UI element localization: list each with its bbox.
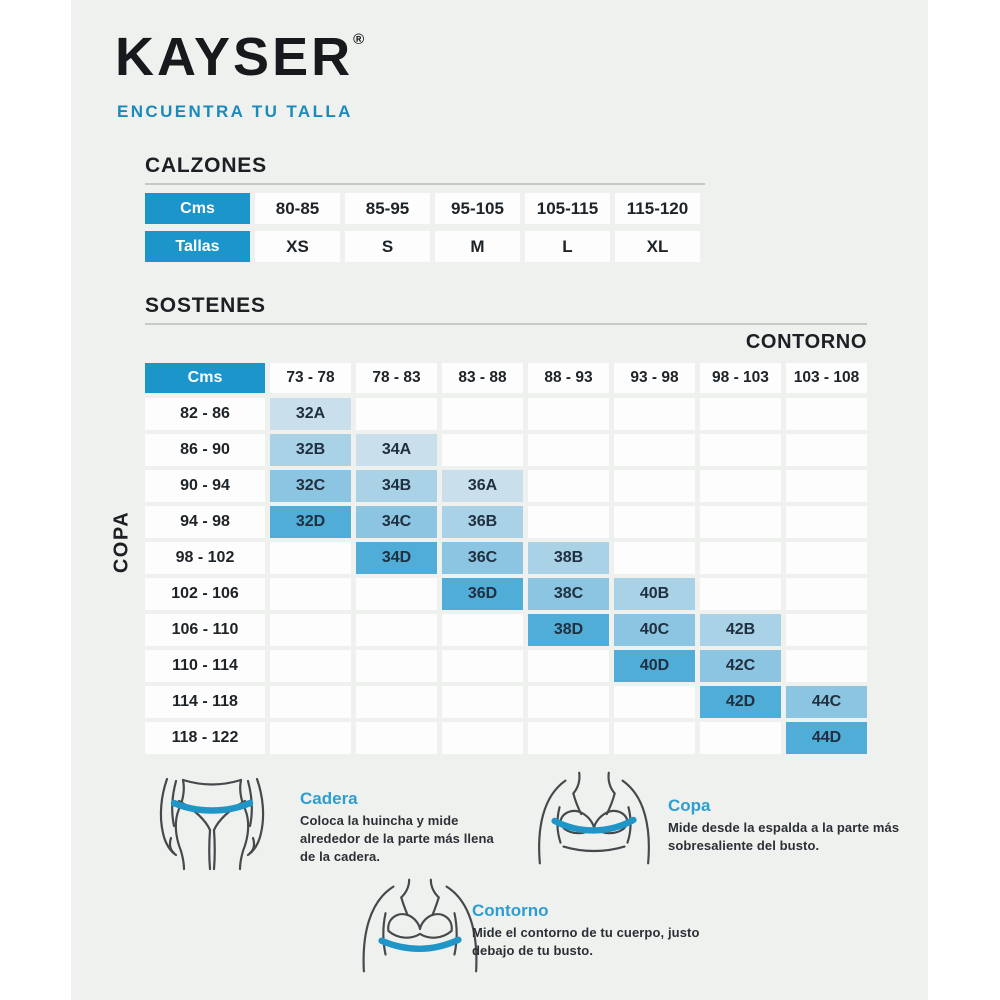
empty-cell [786, 614, 867, 646]
empty-cell [442, 434, 523, 466]
empty-cell [442, 686, 523, 718]
sostenes-row [145, 722, 867, 754]
sostenes-section [145, 295, 867, 754]
calzones-tallas-header: Tallas [145, 231, 250, 262]
cadera-title: Cadera [300, 789, 358, 808]
bra-size-cell: 42C [700, 650, 781, 682]
calzones-cms-header: Cms [145, 193, 250, 224]
empty-cell [356, 722, 437, 754]
bra-size-cell: 34A [356, 434, 437, 466]
empty-cell [356, 650, 437, 682]
sostenes-cms-header: Cms [145, 363, 265, 393]
bra-size-cell: 36D [442, 578, 523, 610]
copa-illustration [530, 770, 658, 867]
calzones-cms-value: 105-115 [525, 193, 610, 224]
calzones-divider [145, 183, 705, 185]
cadera-guide [300, 789, 512, 867]
calzones-talla-value: L [525, 231, 610, 262]
contorno-range: 88 - 93 [528, 363, 609, 393]
empty-cell [442, 614, 523, 646]
calzones-talla-value: XL [615, 231, 700, 262]
contorno-ranges [270, 363, 867, 393]
empty-cell [442, 398, 523, 430]
empty-cell [786, 578, 867, 610]
contorno-range: 103 - 108 [786, 363, 867, 393]
contorno-range: 98 - 103 [700, 363, 781, 393]
copa-range: 118 - 122 [145, 722, 265, 754]
empty-cell [528, 506, 609, 538]
copa-title: Copa [668, 796, 711, 815]
bra-size-cell: 32D [270, 506, 351, 538]
contorno-range: 83 - 88 [442, 363, 523, 393]
bra-size-cell: 38C [528, 578, 609, 610]
sostenes-title: SOSTENES [145, 294, 266, 317]
contorno-axis-label: CONTORNO [745, 331, 867, 353]
sostenes-row [145, 578, 867, 610]
bust-figure-icon [530, 770, 658, 867]
empty-cell [270, 650, 351, 682]
empty-cell [528, 686, 609, 718]
brand-logo [115, 27, 365, 87]
empty-cell [442, 722, 523, 754]
empty-cell [528, 434, 609, 466]
empty-cell [614, 398, 695, 430]
empty-cell [614, 506, 695, 538]
copa-range: 82 - 86 [145, 398, 265, 430]
empty-cell [786, 470, 867, 502]
copa-range: 106 - 110 [145, 614, 265, 646]
empty-cell [614, 722, 695, 754]
bra-size-cell: 36C [442, 542, 523, 574]
bra-size-cell: 34B [356, 470, 437, 502]
empty-cell [528, 470, 609, 502]
empty-cell [786, 542, 867, 574]
calzones-cms-row [145, 193, 705, 224]
cadera-illustration [133, 776, 291, 871]
sostenes-row [145, 686, 867, 718]
calzones-tallas-row [145, 231, 705, 262]
bra-size-cell: 40D [614, 650, 695, 682]
bra-size-cell: 38D [528, 614, 609, 646]
calzones-cms-value: 80-85 [255, 193, 340, 224]
contorno-illustration [356, 878, 484, 975]
copa-range: 94 - 98 [145, 506, 265, 538]
bra-size-cell: 44C [786, 686, 867, 718]
empty-cell [270, 542, 351, 574]
empty-cell [700, 542, 781, 574]
contorno-range: 93 - 98 [614, 363, 695, 393]
empty-cell [786, 650, 867, 682]
bra-size-cell: 42D [700, 686, 781, 718]
copa-range: 110 - 114 [145, 650, 265, 682]
bra-size-cell: 32B [270, 434, 351, 466]
contorno-title: Contorno [472, 901, 549, 920]
copa-range: 102 - 106 [145, 578, 265, 610]
calzones-talla-value: S [345, 231, 430, 262]
bra-size-cell: 36A [442, 470, 523, 502]
calzones-cms-value: 85-95 [345, 193, 430, 224]
empty-cell [786, 506, 867, 538]
empty-cell [356, 614, 437, 646]
tagline: ENCUENTRA TU TALLA [117, 102, 353, 121]
registered-mark-icon: ® [353, 31, 365, 48]
contorno-range: 78 - 83 [356, 363, 437, 393]
bra-size-cell: 32A [270, 398, 351, 430]
empty-cell [528, 650, 609, 682]
calzones-cms-value: 95-105 [435, 193, 520, 224]
bra-size-cell: 38B [528, 542, 609, 574]
empty-cell [270, 578, 351, 610]
hips-figure-icon [133, 776, 291, 871]
copa-range: 114 - 118 [145, 686, 265, 718]
sostenes-row [145, 542, 867, 574]
empty-cell [270, 722, 351, 754]
bra-size-cell: 40B [614, 578, 695, 610]
empty-cell [356, 578, 437, 610]
empty-cell [700, 434, 781, 466]
copa-range: 90 - 94 [145, 470, 265, 502]
underbust-figure-icon [356, 878, 484, 975]
sostenes-row [145, 506, 867, 538]
sostenes-divider [145, 323, 867, 325]
empty-cell [442, 650, 523, 682]
empty-cell [700, 470, 781, 502]
copa-axis-label: COPA [110, 510, 133, 574]
bra-size-cell: 36B [442, 506, 523, 538]
calzones-talla-value: M [435, 231, 520, 262]
copa-description: Mide desde la espalda a la parte más sobresaliente del busto. [668, 820, 900, 854]
copa-range: 98 - 102 [145, 542, 265, 574]
empty-cell [614, 434, 695, 466]
empty-cell [614, 542, 695, 574]
sostenes-row [145, 398, 867, 430]
empty-cell [270, 686, 351, 718]
empty-cell [786, 398, 867, 430]
calzones-section [145, 155, 705, 262]
empty-cell [614, 470, 695, 502]
bra-size-cell: 34D [356, 542, 437, 574]
sostenes-row [145, 650, 867, 682]
brand-name: KAYSER [115, 27, 354, 87]
copa-guide [668, 796, 910, 855]
calzones-cms-value: 115-120 [615, 193, 700, 224]
cadera-description: Coloca la huincha y mide alrededor de la parte más llena de la cadera. [300, 813, 494, 865]
sostenes-row [145, 470, 867, 502]
empty-cell [700, 578, 781, 610]
sostenes-size-grid [145, 398, 867, 754]
bra-size-cell: 44D [786, 722, 867, 754]
empty-cell [270, 614, 351, 646]
empty-cell [786, 434, 867, 466]
sostenes-row [145, 434, 867, 466]
bra-size-cell: 40C [614, 614, 695, 646]
empty-cell [700, 398, 781, 430]
empty-cell [356, 686, 437, 718]
empty-cell [700, 722, 781, 754]
empty-cell [700, 506, 781, 538]
calzones-title: CALZONES [145, 154, 267, 177]
calzones-tallas-values [255, 231, 700, 262]
calzones-cms-values [255, 193, 700, 224]
contorno-range: 73 - 78 [270, 363, 351, 393]
sostenes-header-row [145, 363, 867, 393]
contorno-guide [472, 901, 710, 960]
empty-cell [356, 398, 437, 430]
sostenes-row [145, 614, 867, 646]
copa-range: 86 - 90 [145, 434, 265, 466]
bra-size-cell: 32C [270, 470, 351, 502]
empty-cell [528, 722, 609, 754]
contorno-description: Mide el contorno de tu cuerpo, justo debajo de tu busto. [472, 925, 700, 959]
empty-cell [614, 686, 695, 718]
calzones-talla-value: XS [255, 231, 340, 262]
bra-size-cell: 42B [700, 614, 781, 646]
bra-size-cell: 34C [356, 506, 437, 538]
empty-cell [528, 398, 609, 430]
